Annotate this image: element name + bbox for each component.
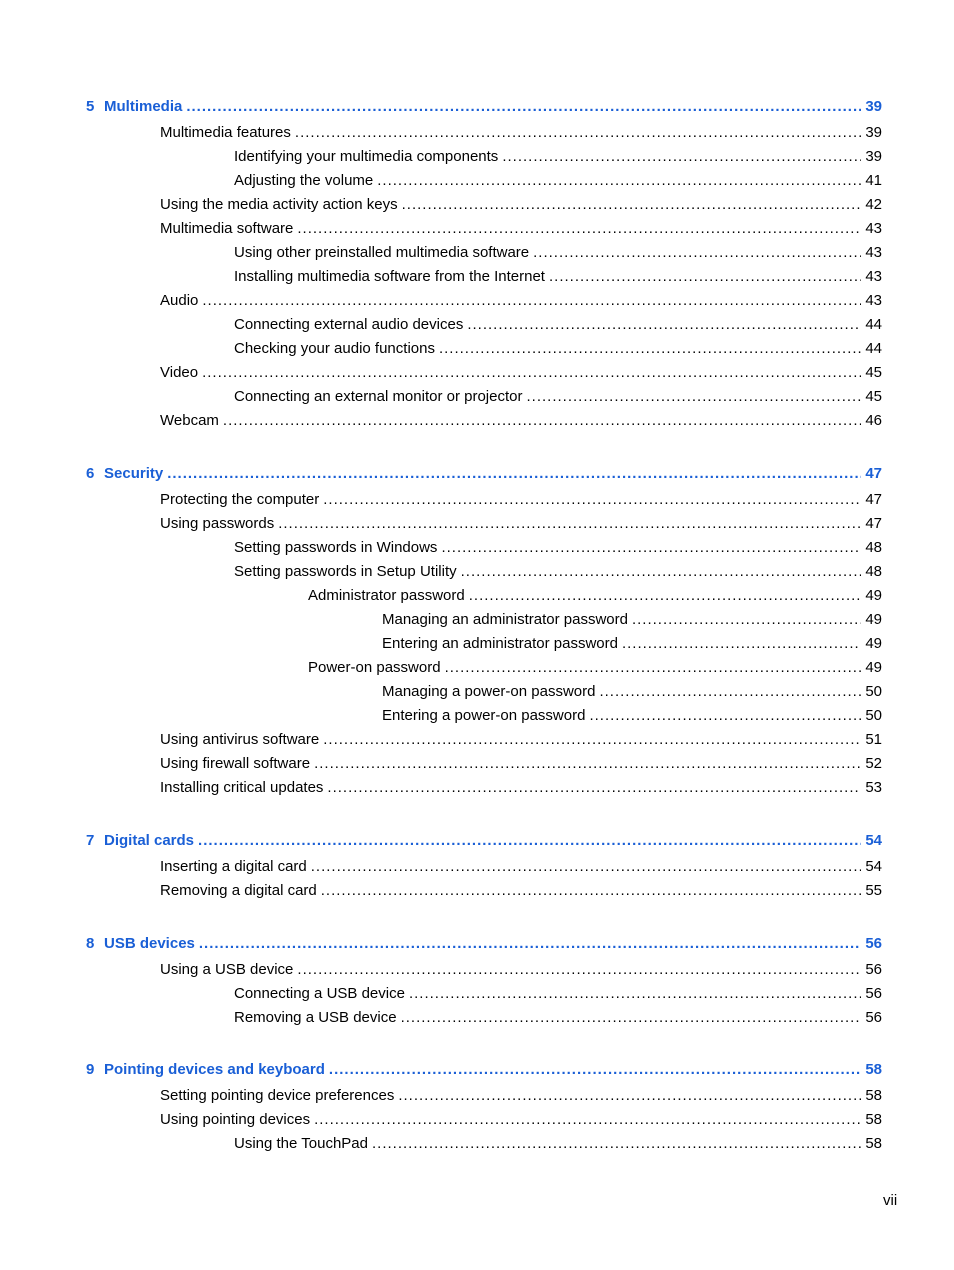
entry-title: Installing critical updates (160, 779, 324, 796)
entry-title: Protecting the computer (160, 491, 320, 508)
toc-chapter-link[interactable] (0, 1056, 954, 1084)
entry-page-number: 49 (865, 587, 882, 604)
dot-leader (398, 1084, 861, 1108)
chapter-number: 7 (86, 832, 95, 849)
entry-page-number: 51 (865, 731, 882, 748)
chapter-title: 5 Multimedia (86, 93, 182, 121)
entry-page-number: 43 (865, 220, 882, 237)
entry-title: Using antivirus software (160, 731, 320, 748)
entry-page-number: 45 (865, 364, 882, 381)
entry-page-number: 54 (865, 858, 882, 875)
entry-title: Adjusting the volume (234, 172, 374, 189)
toc-entry[interactable] (0, 385, 954, 409)
dot-leader (372, 1132, 861, 1156)
toc-entry[interactable] (0, 680, 954, 704)
toc-entry[interactable] (0, 855, 954, 879)
toc-entry[interactable] (0, 776, 954, 800)
dot-leader (295, 121, 861, 145)
dot-leader (467, 313, 861, 337)
chapter-page-number: 47 (865, 465, 882, 482)
entry-title: Connecting external audio devices (234, 316, 464, 333)
toc-entry[interactable] (0, 632, 954, 656)
toc-entry[interactable] (0, 752, 954, 776)
entry-title: Entering a power-on password (382, 707, 586, 724)
entry-page-number: 56 (865, 985, 882, 1002)
dot-leader (198, 827, 861, 855)
toc-entry[interactable] (0, 728, 954, 752)
toc-chapter-link[interactable] (0, 460, 954, 488)
chapter-title: 6 Security (86, 460, 163, 488)
dot-leader (549, 265, 861, 289)
entry-title: Webcam (160, 412, 219, 429)
toc-entry[interactable] (0, 145, 954, 169)
toc-entry[interactable] (0, 879, 954, 903)
toc-chapter-9 (0, 1056, 954, 1156)
chapter-page-number: 58 (865, 1061, 882, 1078)
entry-title: Managing a power-on password (382, 683, 596, 700)
entry-title: Managing an administrator password (382, 611, 628, 628)
dot-leader (202, 289, 861, 313)
toc-entry[interactable] (0, 265, 954, 289)
entry-page-number: 49 (865, 635, 882, 652)
toc-entry[interactable] (0, 217, 954, 241)
entry-title: Setting pointing device preferences (160, 1087, 395, 1104)
entry-title: Audio (160, 292, 199, 309)
entry-title: Using passwords (160, 515, 275, 532)
dot-leader (445, 656, 862, 680)
toc-entry[interactable] (0, 1132, 954, 1156)
dot-leader (622, 632, 861, 656)
entry-title: Connecting an external monitor or projector (234, 388, 523, 405)
dot-leader (186, 93, 861, 121)
entry-title: Multimedia features (160, 124, 291, 141)
toc-chapter-link[interactable] (0, 93, 954, 121)
toc-chapter-8 (0, 930, 954, 1030)
dot-leader (409, 982, 861, 1006)
chapter-title: 9 Pointing devices and keyboard (86, 1056, 325, 1084)
toc-entry[interactable] (0, 512, 954, 536)
dot-leader (199, 930, 861, 958)
entry-page-number: 41 (865, 172, 882, 189)
toc-entry[interactable] (0, 536, 954, 560)
dot-leader (401, 1006, 862, 1030)
entry-page-number: 48 (865, 539, 882, 556)
toc-chapter-7 (0, 827, 954, 903)
entry-page-number: 46 (865, 412, 882, 429)
dot-leader (329, 1056, 861, 1084)
entry-title: Identifying your multimedia components (234, 148, 499, 165)
toc-entry[interactable] (0, 193, 954, 217)
entry-title: Setting passwords in Windows (234, 539, 438, 556)
dot-leader (314, 752, 861, 776)
chapter-title: 7 Digital cards (86, 827, 194, 855)
dot-leader (167, 460, 861, 488)
toc-entry[interactable] (0, 584, 954, 608)
entry-page-number: 47 (865, 491, 882, 508)
entry-page-number: 45 (865, 388, 882, 405)
entry-title: Setting passwords in Setup Utility (234, 563, 457, 580)
toc-entry[interactable] (0, 241, 954, 265)
dot-leader (599, 680, 861, 704)
entry-title: Checking your audio functions (234, 340, 435, 357)
entry-title: Multimedia software (160, 220, 294, 237)
toc-chapter-6 (0, 460, 954, 800)
entry-title: Power-on password (308, 659, 441, 676)
entry-page-number: 58 (865, 1135, 882, 1152)
chapter-number: 9 (86, 1061, 95, 1078)
entry-title: Using the media activity action keys (160, 196, 398, 213)
dot-leader (311, 855, 862, 879)
toc-entry[interactable] (0, 1108, 954, 1132)
entry-page-number: 56 (865, 961, 882, 978)
dot-leader (323, 488, 861, 512)
toc-entry[interactable] (0, 289, 954, 313)
entry-page-number: 55 (865, 882, 882, 899)
dot-leader (321, 879, 862, 903)
entry-title: Using other preinstalled multimedia software (234, 244, 530, 261)
toc-entry[interactable] (0, 1084, 954, 1108)
entry-title: Removing a USB device (234, 1009, 397, 1026)
entry-title: Using pointing devices (160, 1111, 311, 1128)
toc-chapter-link[interactable] (0, 930, 954, 958)
entry-page-number: 53 (865, 779, 882, 796)
entry-page-number: 43 (865, 244, 882, 261)
toc-entry[interactable] (0, 361, 954, 385)
page-number: vii (883, 1192, 898, 1209)
dot-leader (589, 704, 861, 728)
entry-title: Using a USB device (160, 961, 294, 978)
entry-page-number: 49 (865, 659, 882, 676)
chapter-page-number: 54 (865, 832, 882, 849)
toc-entry[interactable] (0, 608, 954, 632)
entry-page-number: 39 (865, 148, 882, 165)
toc-entry[interactable] (0, 313, 954, 337)
entry-page-number: 44 (865, 316, 882, 333)
entry-title: Using the TouchPad (234, 1135, 368, 1152)
entry-page-number: 56 (865, 1009, 882, 1026)
entry-page-number: 42 (865, 196, 882, 213)
entry-title: Using firewall software (160, 755, 311, 772)
entry-page-number: 58 (865, 1111, 882, 1128)
entry-page-number: 58 (865, 1087, 882, 1104)
entry-page-number: 39 (865, 124, 882, 141)
dot-leader (632, 608, 861, 632)
entry-page-number: 43 (865, 268, 882, 285)
toc-entry[interactable] (0, 560, 954, 584)
entry-page-number: 50 (865, 683, 882, 700)
toc-entry[interactable] (0, 958, 954, 982)
toc-entry[interactable] (0, 409, 954, 433)
toc-entry[interactable] (0, 704, 954, 728)
entry-title: Administrator password (308, 587, 465, 604)
toc-entry[interactable] (0, 169, 954, 193)
entry-page-number: 48 (865, 563, 882, 580)
dot-leader (439, 337, 861, 361)
dot-leader (297, 217, 861, 241)
entry-title: Entering an administrator password (382, 635, 618, 652)
chapter-page-number: 56 (865, 935, 882, 952)
dot-leader (297, 958, 861, 982)
dot-leader (223, 409, 861, 433)
entry-page-number: 49 (865, 611, 882, 628)
entry-title: Inserting a digital card (160, 858, 307, 875)
dot-leader (402, 193, 862, 217)
toc-entry[interactable] (0, 121, 954, 145)
entry-page-number: 43 (865, 292, 882, 309)
dot-leader (527, 385, 862, 409)
entry-page-number: 52 (865, 755, 882, 772)
dot-leader (533, 241, 861, 265)
entry-title: Installing multimedia software from the Internet (234, 268, 545, 285)
entry-title: Connecting a USB device (234, 985, 405, 1002)
entry-title: Removing a digital card (160, 882, 317, 899)
chapter-number: 5 (86, 98, 95, 115)
toc-entry[interactable] (0, 1006, 954, 1030)
toc-entry[interactable] (0, 656, 954, 680)
dot-leader (202, 361, 861, 385)
toc-chapter-5 (0, 93, 954, 433)
dot-leader (461, 560, 862, 584)
dot-leader (278, 512, 861, 536)
entry-title: Video (160, 364, 199, 381)
chapter-number: 8 (86, 935, 95, 952)
entry-page-number: 47 (865, 515, 882, 532)
toc-chapter-link[interactable] (0, 827, 954, 855)
dot-leader (469, 584, 862, 608)
toc-entry[interactable] (0, 488, 954, 512)
dot-leader (323, 728, 861, 752)
dot-leader (441, 536, 861, 560)
chapter-number: 6 (86, 465, 95, 482)
dot-leader (502, 145, 861, 169)
dot-leader (377, 169, 861, 193)
entry-page-number: 50 (865, 707, 882, 724)
chapter-page-number: 39 (865, 98, 882, 115)
entry-page-number: 44 (865, 340, 882, 357)
toc-entry[interactable] (0, 982, 954, 1006)
dot-leader (314, 1108, 861, 1132)
chapter-title: 8 USB devices (86, 930, 195, 958)
dot-leader (327, 776, 861, 800)
toc-entry[interactable] (0, 337, 954, 361)
